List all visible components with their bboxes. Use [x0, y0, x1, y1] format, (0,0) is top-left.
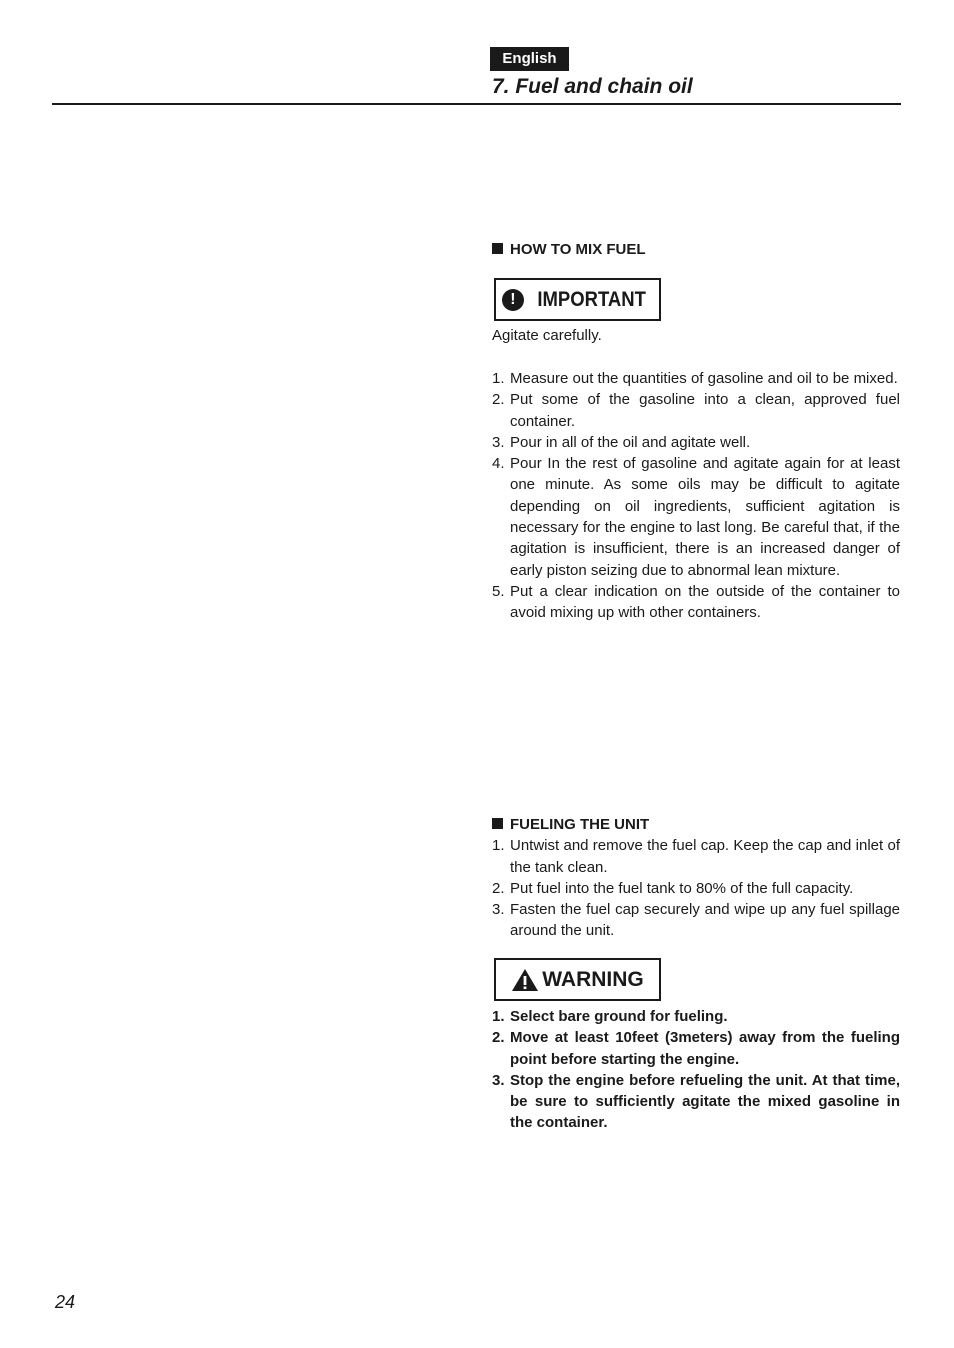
warning-triangle-icon: [511, 968, 539, 992]
language-tab: English: [490, 47, 569, 71]
warning-notice-box: [494, 958, 661, 1001]
list-item: 1. Measure out the quantities of gasoline and oil to be mixed.: [492, 370, 898, 387]
page-number: 24: [55, 1292, 76, 1312]
fueling-steps: [492, 835, 900, 941]
important-label: IMPORTANT: [537, 287, 646, 311]
list-item: 1. Select bare ground for fueling.: [492, 1008, 728, 1025]
list-item: 2. Put fuel into the fuel tank to 80% of the full capacity.: [492, 879, 854, 897]
warning-label: WARNING: [542, 967, 644, 991]
list-item: 1. Untwist and remove the fuel cap. Keep the cap and inlet of the tank clean.: [492, 837, 900, 876]
square-bullet-icon: [492, 818, 503, 829]
list-item: 3. Fasten the fuel cap securely and wipe up any fuel spillage around the unit.: [492, 901, 900, 940]
list-item: 3. Stop the engine before refueling the unit. At that time, be sure to sufficiently agitate the mixed gasoline in the container.: [492, 1071, 900, 1132]
list-item: 5. Put a clear indication on the outside of the container to avoid mixing up with other containers.: [492, 582, 900, 622]
mix-fuel-heading: HOW TO MIX FUEL: [492, 239, 900, 260]
mix-fuel-heading-block: [492, 239, 900, 260]
warning-steps: [492, 1006, 900, 1134]
list-item: 3. Pour in all of the oil and agitate well.: [492, 433, 751, 451]
warning-steps-block: [492, 1006, 900, 1134]
header-rule: [52, 103, 901, 105]
mix-fuel-steps-block: [492, 368, 900, 624]
mix-fuel-steps: [492, 368, 900, 624]
important-text: Agitate carefully.: [492, 327, 602, 344]
list-item: 4. Pour In the rest of gasoline and agitate again for at least one minute. As some oils may be difficult to agitate depending on oil ingredients, sufficient agitation is necessary for the engine to last long. Be careful that, if the agitation is insufficient, there is an increased danger of early piston seizing due to abnormal lean mixture.: [492, 455, 900, 579]
section-title: 7. Fuel and chain oil: [492, 75, 693, 98]
exclamation-icon: !: [502, 289, 524, 311]
important-notice-box: [494, 278, 661, 321]
important-text-block: [492, 325, 900, 346]
fueling-heading: FUELING THE UNIT: [492, 814, 900, 835]
square-bullet-icon: [492, 243, 503, 254]
list-item: 2. Put some of the gasoline into a clean, approved fuel container.: [492, 391, 900, 430]
list-item: 2. Move at least 10feet (3meters) away from the fueling point before starting the engine.: [492, 1029, 900, 1068]
fueling-block: [492, 814, 900, 942]
